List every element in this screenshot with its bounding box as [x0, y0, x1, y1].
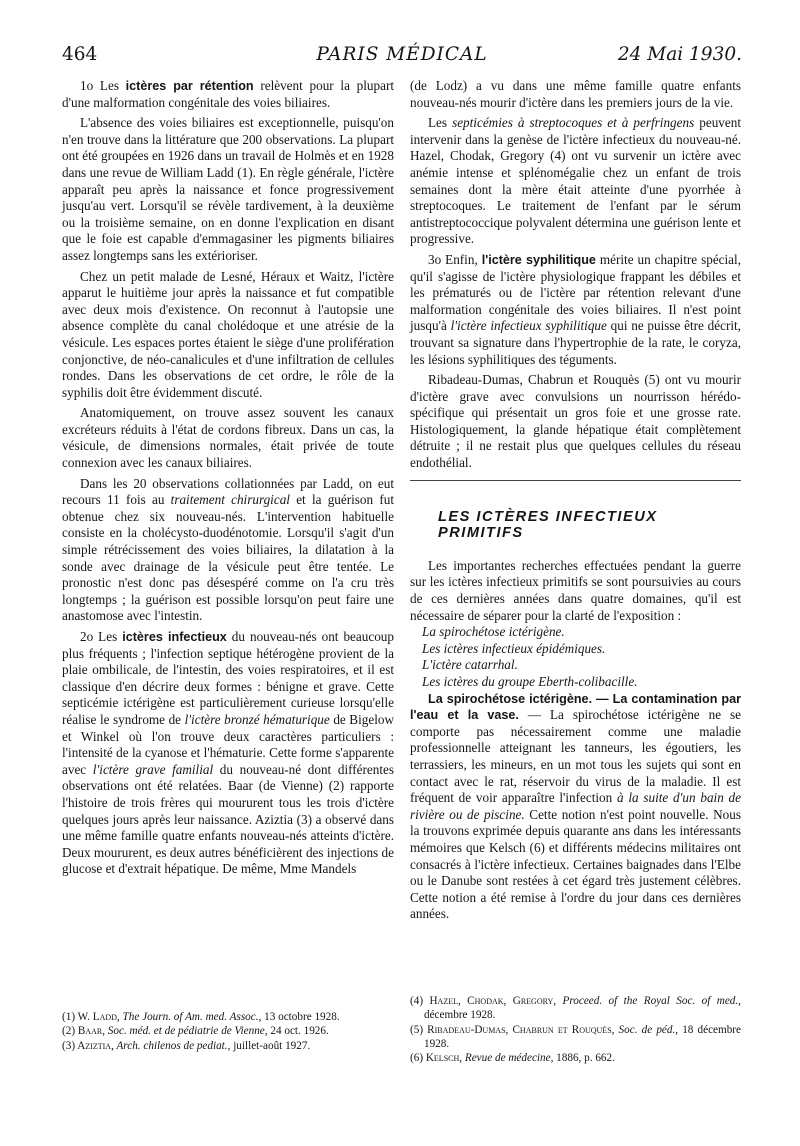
- list-item: L'ictère catarrhal.: [422, 657, 518, 673]
- paragraph-absence: L'absence des voies biliaires est exceptionnelle, puisqu'on n'en trouve dans la littérature que 200 observations. La plupart ont été groupées en 1926 dans un travail de Holmès et en 1928 dans une revue de William Ladd (1). En règle générale, l'ictère apparaît peu après la naissance et fonce progressivement jusqu'au vert. Lorsqu'il se révèle tardivement, à la deuxième ou la troisième semaine, on en donne l'explication en disant que le foie est capable d'emmagasiner les pigments biliaires assez longtemps sans les extérioriser.: [62, 115, 394, 263]
- paragraph-ladd: Dans les 20 observations collationnées par Ladd, on eut recours 11 fois au traitement chirurgical et la guérison fut obtenue chez six nouveau-nés. L'intervention habituelle consiste en la cholécysto-duodénotomie. Lorsqu'il s'agit d'un simple rétrécissement des voies biliaires, la dilatation à la sonde avec drainage de la vésicule peut être tentée. Le pronostic n'est donc pas désespéré comme on l'a cru très longtemps ; la guérison est possible lorsqu'on peut faire une anastomose avec l'intestin.: [62, 475, 394, 624]
- page-number: 464: [62, 44, 98, 65]
- paragraph-anatomy: Anatomiquement, on trouve assez souvent les canaux excréteurs réduits à l'état de cordons fibreux. Dans un cas, la vésicule, de dimensions normales, était privée de toute connexion avec les canaux biliaires.: [62, 405, 394, 471]
- paragraph-lesne: Chez un petit malade de Lesné, Héraux et Waitz, l'ictère apparut le huitième jour après la naissance et fut compatible avec deux mois d'existence. On reconnut à l'autopsie une absence complète du canal cholédoque et une atrésie de la vésicule. Les espaces portes étaient le siège d'une prolifération conjonctive, de néo-canalicules et d'une infiltration de cellules rondes. Dans les observations de cet ordre, le rôle de la syphilis doit être évidemment discuté.: [62, 268, 394, 400]
- footnotes-right: [410, 994, 741, 1065]
- paragraph-research: Les importantes recherches effectuées pendant la guerre sur les ictères infectieux primitifs se sont poursuivies au cours de ces dernières années dans quatre domaines, qu'il est nécessaire de séparer pour la clarté de l'exposition :: [410, 557, 741, 623]
- footnote: (2) Baar, Soc. méd. et de pédiatrie de Vienne, 24 oct. 1926.: [62, 1025, 329, 1038]
- footnote: (3) Aziztia, Arch. chilenos de pediat., juillet-août 1927.: [62, 1039, 311, 1052]
- footnote: (4) Hazel, Chodak, Gregory, Proceed. of the Royal Soc. of med., décembre 1928.: [410, 995, 741, 1022]
- list-item: Les ictères du groupe Eberth-colibacille.: [422, 674, 638, 689]
- paragraph-ribadeau: Ribadeau-Dumas, Chabrun et Rouquès (5) ont vu mourir d'ictère grave avec convulsions un nourrisson hérédo-spécifique qui présentait un gros foie et une grosse rate. Histologiquement, la glande hépatique était complètement détruite ; il ne restait plus que quelques cellules du réseau endothélial.: [410, 372, 741, 471]
- section-rule: [410, 480, 741, 481]
- paragraph-lodz: (de Lodz) a vu dans une même famille quatre enfants nouveau-nés mourir d'ictère dans les premiers jours de la vie.: [410, 78, 741, 110]
- footnote: (6) Kelsch, Revue de médecine, 1886, p. 662.: [410, 1052, 615, 1065]
- domain-list: [410, 624, 741, 690]
- footnote: (5) Ribadeau-Dumas, Chabrun et Rouquès, Soc. de péd., 18 décembre 1928.: [410, 1023, 741, 1050]
- right-column: [410, 78, 741, 923]
- section-heading: LES ICTÈRES INFECTIEUX PRIMITIFS: [438, 508, 658, 542]
- running-header: [62, 44, 742, 74]
- issue-date: 24 Mai 1930.: [617, 44, 742, 65]
- footnote: (1) W. Ladd, The Journ. of Am. med. Assoc., 13 octobre 1928.: [62, 1011, 340, 1023]
- paragraph-retention: 1o Les ictères par rétention relèvent pour la plupart d'une malformation congénitale des voies biliaires.: [62, 78, 394, 110]
- paragraph-septicemia: Les septicémies à streptocoques et à perfringens peuvent intervenir dans la genèse de l'ictère infectieux du nouveau-né. Hazel, Chodak, Gregory (4) ont vu survenir un ictère avec anémie intense et splénomégalie chez un enfant de trois semaines dont la mère était atteinte d'une pyorrhée à streptocoques. Le traitement de l'enfant par le sérum antistreptococcique polyvalent détermina une guérison lente et progressive.: [410, 115, 741, 247]
- journal-title: PARIS MÉDICAL: [316, 44, 488, 65]
- paragraph-infectious: 2o Les ictères infectieux du nouveau-nés ont beaucoup plus fréquents ; l'infection septique hétérogène provient de la plaie ombilicale, de l'intestin, des voies respiratoires, et il est classique d'en décrire deux formes : bénigne et grave. Cette septicémie ictérigène est particulièrement curieuse lorsqu'elle réalise le syndrome de l'ictère bronzé hématurique de Bigelow et Winkel où l'on trouve deux caractères particuliers : l'intensité de la cyanose et l'hématurie. Cette forme s'apparente avec l'ictère grave familial du nouveau-né dont différentes observations ont été relatées. Baar (de Vienne) (2) rapporte l'histoire de trois frères qui moururent tous les trois d'ictère quelques jours après leur naissance. Aziztia (3) a observé dans une même famille quatre enfants nouveau-nés atteints d'ictère. Deux moururent, es deux autres bénéficièrent des injections de glucose et d'extrait hépatique. De même, Mme Mandels: [62, 629, 394, 877]
- paragraph-spirochetosis: La spirochétose ictérigène. — La contamination par l'eau et la vase. — La spirochétose ictérigène ne se comporte pas nécessairement comme une maladie professionnelle atteignant les tanneurs, les égoutiers, les terrassiers, les mineurs, en un mot tous les sujets qui sont en contact avec le rat, réservoir du virus de la maladie. Il est fréquent de voir apparaître l'infection à la suite d'un bain de rivière ou de piscine. Cette notion n'est point nouvelle. Nous la trouvons exprimée depuis quarante ans dans les intéressants mémoires que Kelsch (6) et différents médecins militaires ont consacrés à l'ictère infectieux. Certaines baignades dans l'Elbe ou le Danube sont restées à cet égard très justement célèbres. Cette notion a été remise à l'ordre du jour dans ces dernières années.: [410, 691, 742, 922]
- footnotes-left: [62, 1010, 394, 1053]
- left-column: [62, 78, 394, 878]
- paragraph-syphilitic: 3o Enfin, l'ictère syphilitique mérite un chapitre spécial, qu'il s'agisse de l'ictère physiologique frappant les débiles et les prématurés ou de l'ictère par rétention relevant d'une malformation congénitale des voies biliaires. Il n'est point jusqu'à l'ictère infectieux syphilitique qui ne puisse être décrit, trouvant sa signature dans l'hypertrophie de la rate, le coryza, les lésions syphilitiques des téguments.: [410, 251, 741, 367]
- list-item: Les ictères infectieux épidémiques.: [422, 640, 606, 656]
- list-item: La spirochétose ictérigène.: [422, 624, 565, 640]
